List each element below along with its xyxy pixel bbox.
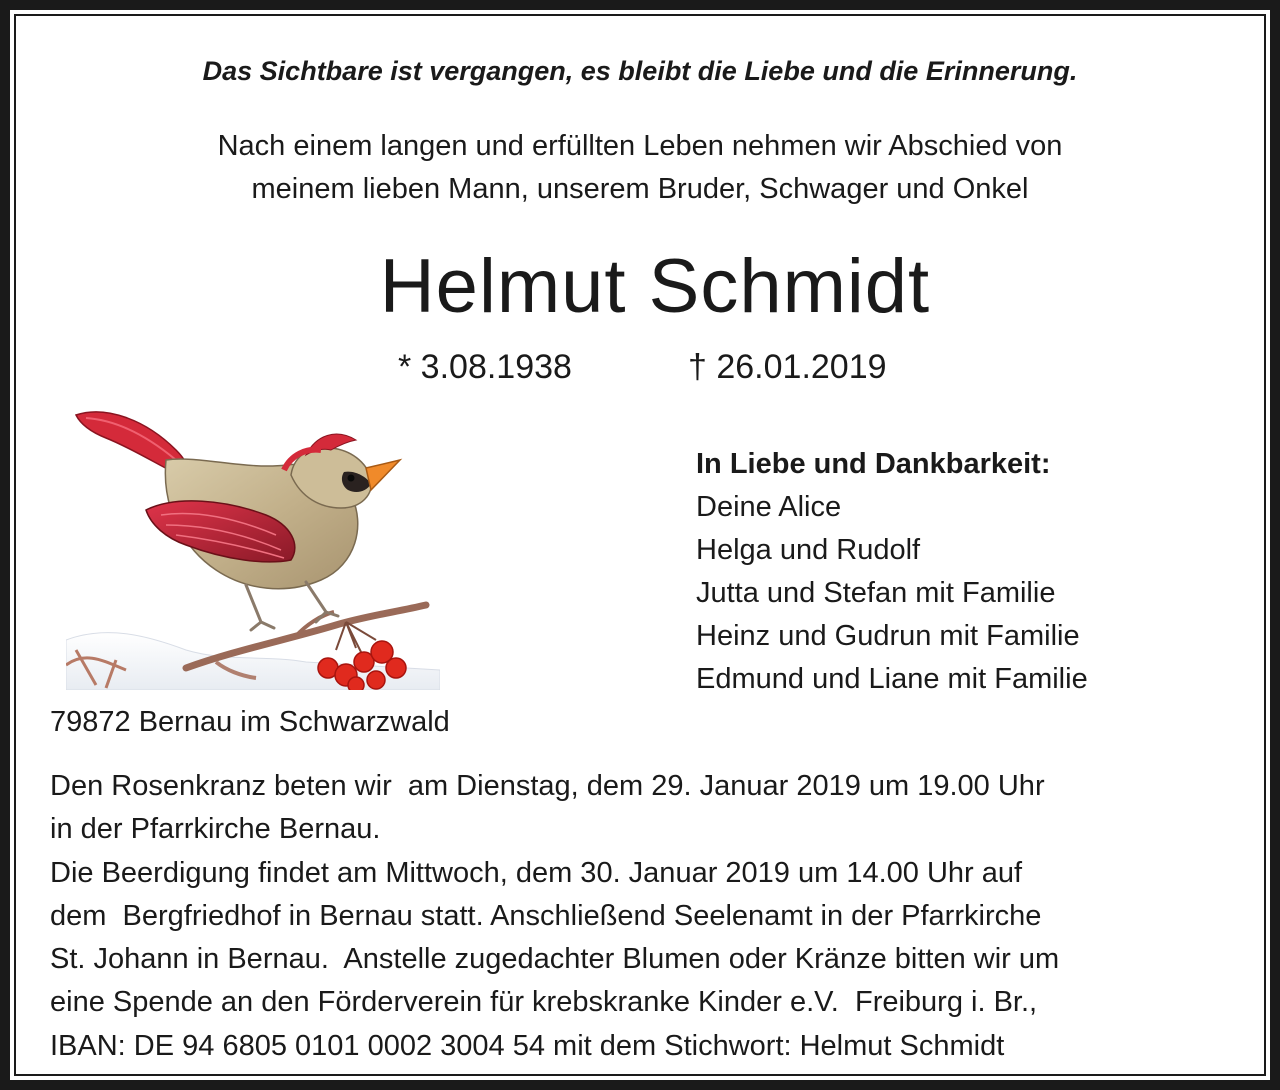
beak-shape xyxy=(366,460,400,490)
details-line: in der Pfarrkirche Bernau. xyxy=(50,813,381,846)
details-line: St. Johann in Bernau. Anstelle zugedachter Blumen oder Kränze bitten wir um xyxy=(50,943,1060,976)
details-line: Den Rosenkranz beten wir am Dienstag, dem 29. Januar 2019 um 19.00 Uhr xyxy=(50,770,1045,802)
mourner-name: Deine Alice xyxy=(696,491,842,523)
mourner-name: Helga und Rudolf xyxy=(696,534,921,566)
residence-place: 79872 Bernau im Schwarzwald xyxy=(50,706,450,738)
details-line: eine Spende an den Förderverein für krebskranke Kinder e.V. Freiburg i. Br., xyxy=(50,986,1038,1019)
death-date: † 26.01.2019 xyxy=(688,348,887,386)
cardinal-bird-illustration xyxy=(66,400,440,690)
details-line: dem Bergfriedhof in Bernau statt. Anschließend Seelenamt in der Pfarrkirche xyxy=(50,899,1042,932)
mourners-heading: In Liebe und Dankbarkeit: xyxy=(696,448,1051,480)
mourners-list xyxy=(696,443,1088,701)
motto: Das Sichtbare ist vergangen, es bleibt die Liebe und die Erinnerung. xyxy=(202,56,1078,86)
intro-text xyxy=(0,125,1280,211)
details-line: Die Beerdigung findet am Mittwoch, dem 30. Januar 2019 um 14.00 Uhr auf xyxy=(50,856,1023,889)
birth-date: * 3.08.1938 xyxy=(398,348,572,386)
mourner-name: Heinz und Gudrun mit Familie xyxy=(696,620,1080,652)
mourner-name: Edmund und Liane mit Familie xyxy=(696,663,1088,695)
service-details xyxy=(50,765,1059,1068)
intro-line: Nach einem langen und erfüllten Leben nehmen wir Abschied von xyxy=(217,130,1063,162)
mourner-name: Jutta und Stefan mit Familie xyxy=(696,577,1056,609)
legs-shape xyxy=(246,582,338,630)
deceased-name: Helmut Schmidt xyxy=(379,244,931,329)
eye-shape xyxy=(348,475,355,482)
intro-line: meinem lieben Mann, unserem Bruder, Schwager und Onkel xyxy=(251,173,1029,205)
details-line: IBAN: DE 94 6805 0101 0002 3004 54 mit dem Stichwort: Helmut Schmidt xyxy=(50,1029,1005,1062)
